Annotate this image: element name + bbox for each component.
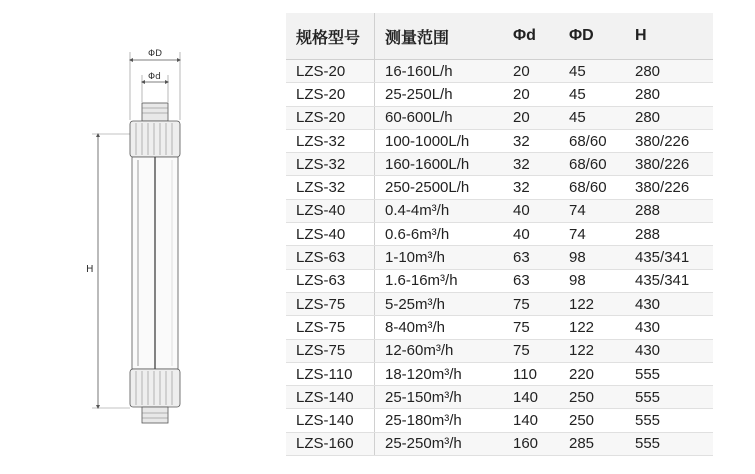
cell-range: 0.4-4m³/h: [375, 199, 504, 222]
cell-outer-diameter: 68/60: [559, 176, 625, 199]
cell-height: 555: [625, 386, 713, 409]
cell-model: LZS-63: [286, 246, 375, 269]
cell-range: 25-250L/h: [375, 83, 504, 106]
header-inner-diameter: Φd: [503, 13, 559, 60]
top-fitting: [130, 103, 180, 157]
cell-range: 250-2500L/h: [375, 176, 504, 199]
specification-table: [286, 13, 713, 456]
cell-outer-diameter: 45: [559, 60, 625, 83]
cell-outer-diameter: 45: [559, 83, 625, 106]
table-row: [286, 292, 713, 315]
cell-outer-diameter: 250: [559, 386, 625, 409]
cell-height: 380/226: [625, 176, 713, 199]
cell-inner-diameter: 63: [503, 269, 559, 292]
cell-outer-diameter: 98: [559, 246, 625, 269]
cell-model: LZS-75: [286, 339, 375, 362]
cell-model: LZS-63: [286, 269, 375, 292]
cell-range: 1-10m³/h: [375, 246, 504, 269]
cell-model: LZS-20: [286, 60, 375, 83]
table-row: [286, 153, 713, 176]
cell-range: 160-1600L/h: [375, 153, 504, 176]
cell-height: 435/341: [625, 269, 713, 292]
table-row: [286, 199, 713, 222]
cell-range: 25-150m³/h: [375, 386, 504, 409]
cell-range: 25-250m³/h: [375, 432, 504, 455]
cell-model: LZS-40: [286, 199, 375, 222]
cell-outer-diameter: 98: [559, 269, 625, 292]
cell-inner-diameter: 110: [503, 362, 559, 385]
cell-inner-diameter: 75: [503, 316, 559, 339]
table-row: [286, 316, 713, 339]
cell-inner-diameter: 140: [503, 409, 559, 432]
cell-range: 0.6-6m³/h: [375, 223, 504, 246]
table-row: [286, 83, 713, 106]
cell-inner-diameter: 20: [503, 83, 559, 106]
cell-outer-diameter: 285: [559, 432, 625, 455]
cell-model: LZS-110: [286, 362, 375, 385]
table-row: [286, 223, 713, 246]
cell-range: 12-60m³/h: [375, 339, 504, 362]
cell-model: LZS-32: [286, 153, 375, 176]
cell-model: LZS-140: [286, 386, 375, 409]
table-row: [286, 269, 713, 292]
cell-range: 1.6-16m³/h: [375, 269, 504, 292]
cell-inner-diameter: 40: [503, 199, 559, 222]
cell-height: 280: [625, 83, 713, 106]
cell-inner-diameter: 20: [503, 106, 559, 129]
cell-height: 380/226: [625, 129, 713, 152]
cell-range: 100-1000L/h: [375, 129, 504, 152]
cell-range: 16-160L/h: [375, 60, 504, 83]
cell-inner-diameter: 40: [503, 223, 559, 246]
table-row: [286, 386, 713, 409]
cell-height: 430: [625, 292, 713, 315]
header-model: 规格型号: [286, 13, 375, 60]
header-height: H: [625, 13, 713, 60]
header-range: 测量范围: [375, 13, 504, 60]
cell-outer-diameter: 122: [559, 339, 625, 362]
cell-inner-diameter: 75: [503, 292, 559, 315]
cell-inner-diameter: 32: [503, 176, 559, 199]
cell-range: 25-180m³/h: [375, 409, 504, 432]
cell-outer-diameter: 74: [559, 199, 625, 222]
cell-model: LZS-32: [286, 176, 375, 199]
cell-inner-diameter: 75: [503, 339, 559, 362]
cell-model: LZS-75: [286, 316, 375, 339]
cell-height: 430: [625, 339, 713, 362]
bottom-fitting: [130, 369, 180, 423]
cell-outer-diameter: 68/60: [559, 153, 625, 176]
cell-height: 280: [625, 60, 713, 83]
cell-inner-diameter: 63: [503, 246, 559, 269]
cell-inner-diameter: 32: [503, 129, 559, 152]
cell-model: LZS-20: [286, 106, 375, 129]
table-row: [286, 60, 713, 83]
inner-diameter-label: Φd: [148, 72, 161, 82]
table-row: [286, 409, 713, 432]
cell-model: LZS-32: [286, 129, 375, 152]
cell-height: 288: [625, 223, 713, 246]
glass-tube: [132, 157, 178, 369]
table-header-row: [286, 13, 713, 60]
cell-outer-diameter: 122: [559, 316, 625, 339]
cell-model: LZS-40: [286, 223, 375, 246]
cell-outer-diameter: 68/60: [559, 129, 625, 152]
cell-model: LZS-140: [286, 409, 375, 432]
cell-range: 18-120m³/h: [375, 362, 504, 385]
cell-inner-diameter: 140: [503, 386, 559, 409]
cell-height: 430: [625, 316, 713, 339]
cell-height: 555: [625, 409, 713, 432]
cell-height: 280: [625, 106, 713, 129]
cell-outer-diameter: 74: [559, 223, 625, 246]
table-row: [286, 339, 713, 362]
cell-height: 555: [625, 432, 713, 455]
cell-range: 60-600L/h: [375, 106, 504, 129]
cell-outer-diameter: 122: [559, 292, 625, 315]
cell-height: 435/341: [625, 246, 713, 269]
cell-outer-diameter: 250: [559, 409, 625, 432]
cell-range: 8-40m³/h: [375, 316, 504, 339]
table-row: [286, 432, 713, 455]
header-outer-diameter: ΦD: [559, 13, 625, 60]
flowmeter-drawing: [80, 40, 210, 440]
table-row: [286, 129, 713, 152]
cell-inner-diameter: 32: [503, 153, 559, 176]
cell-range: 5-25m³/h: [375, 292, 504, 315]
cell-outer-diameter: 220: [559, 362, 625, 385]
table-row: [286, 246, 713, 269]
cell-inner-diameter: 160: [503, 432, 559, 455]
table-row: [286, 176, 713, 199]
cell-height: 288: [625, 199, 713, 222]
cell-height: 380/226: [625, 153, 713, 176]
table-row: [286, 362, 713, 385]
cell-model: LZS-20: [286, 83, 375, 106]
height-label: H: [86, 264, 94, 275]
table-row: [286, 106, 713, 129]
cell-model: LZS-160: [286, 432, 375, 455]
cell-inner-diameter: 20: [503, 60, 559, 83]
cell-outer-diameter: 45: [559, 106, 625, 129]
table-body: [286, 60, 713, 456]
outer-diameter-label: ΦD: [148, 49, 163, 59]
cell-height: 555: [625, 362, 713, 385]
cell-model: LZS-75: [286, 292, 375, 315]
